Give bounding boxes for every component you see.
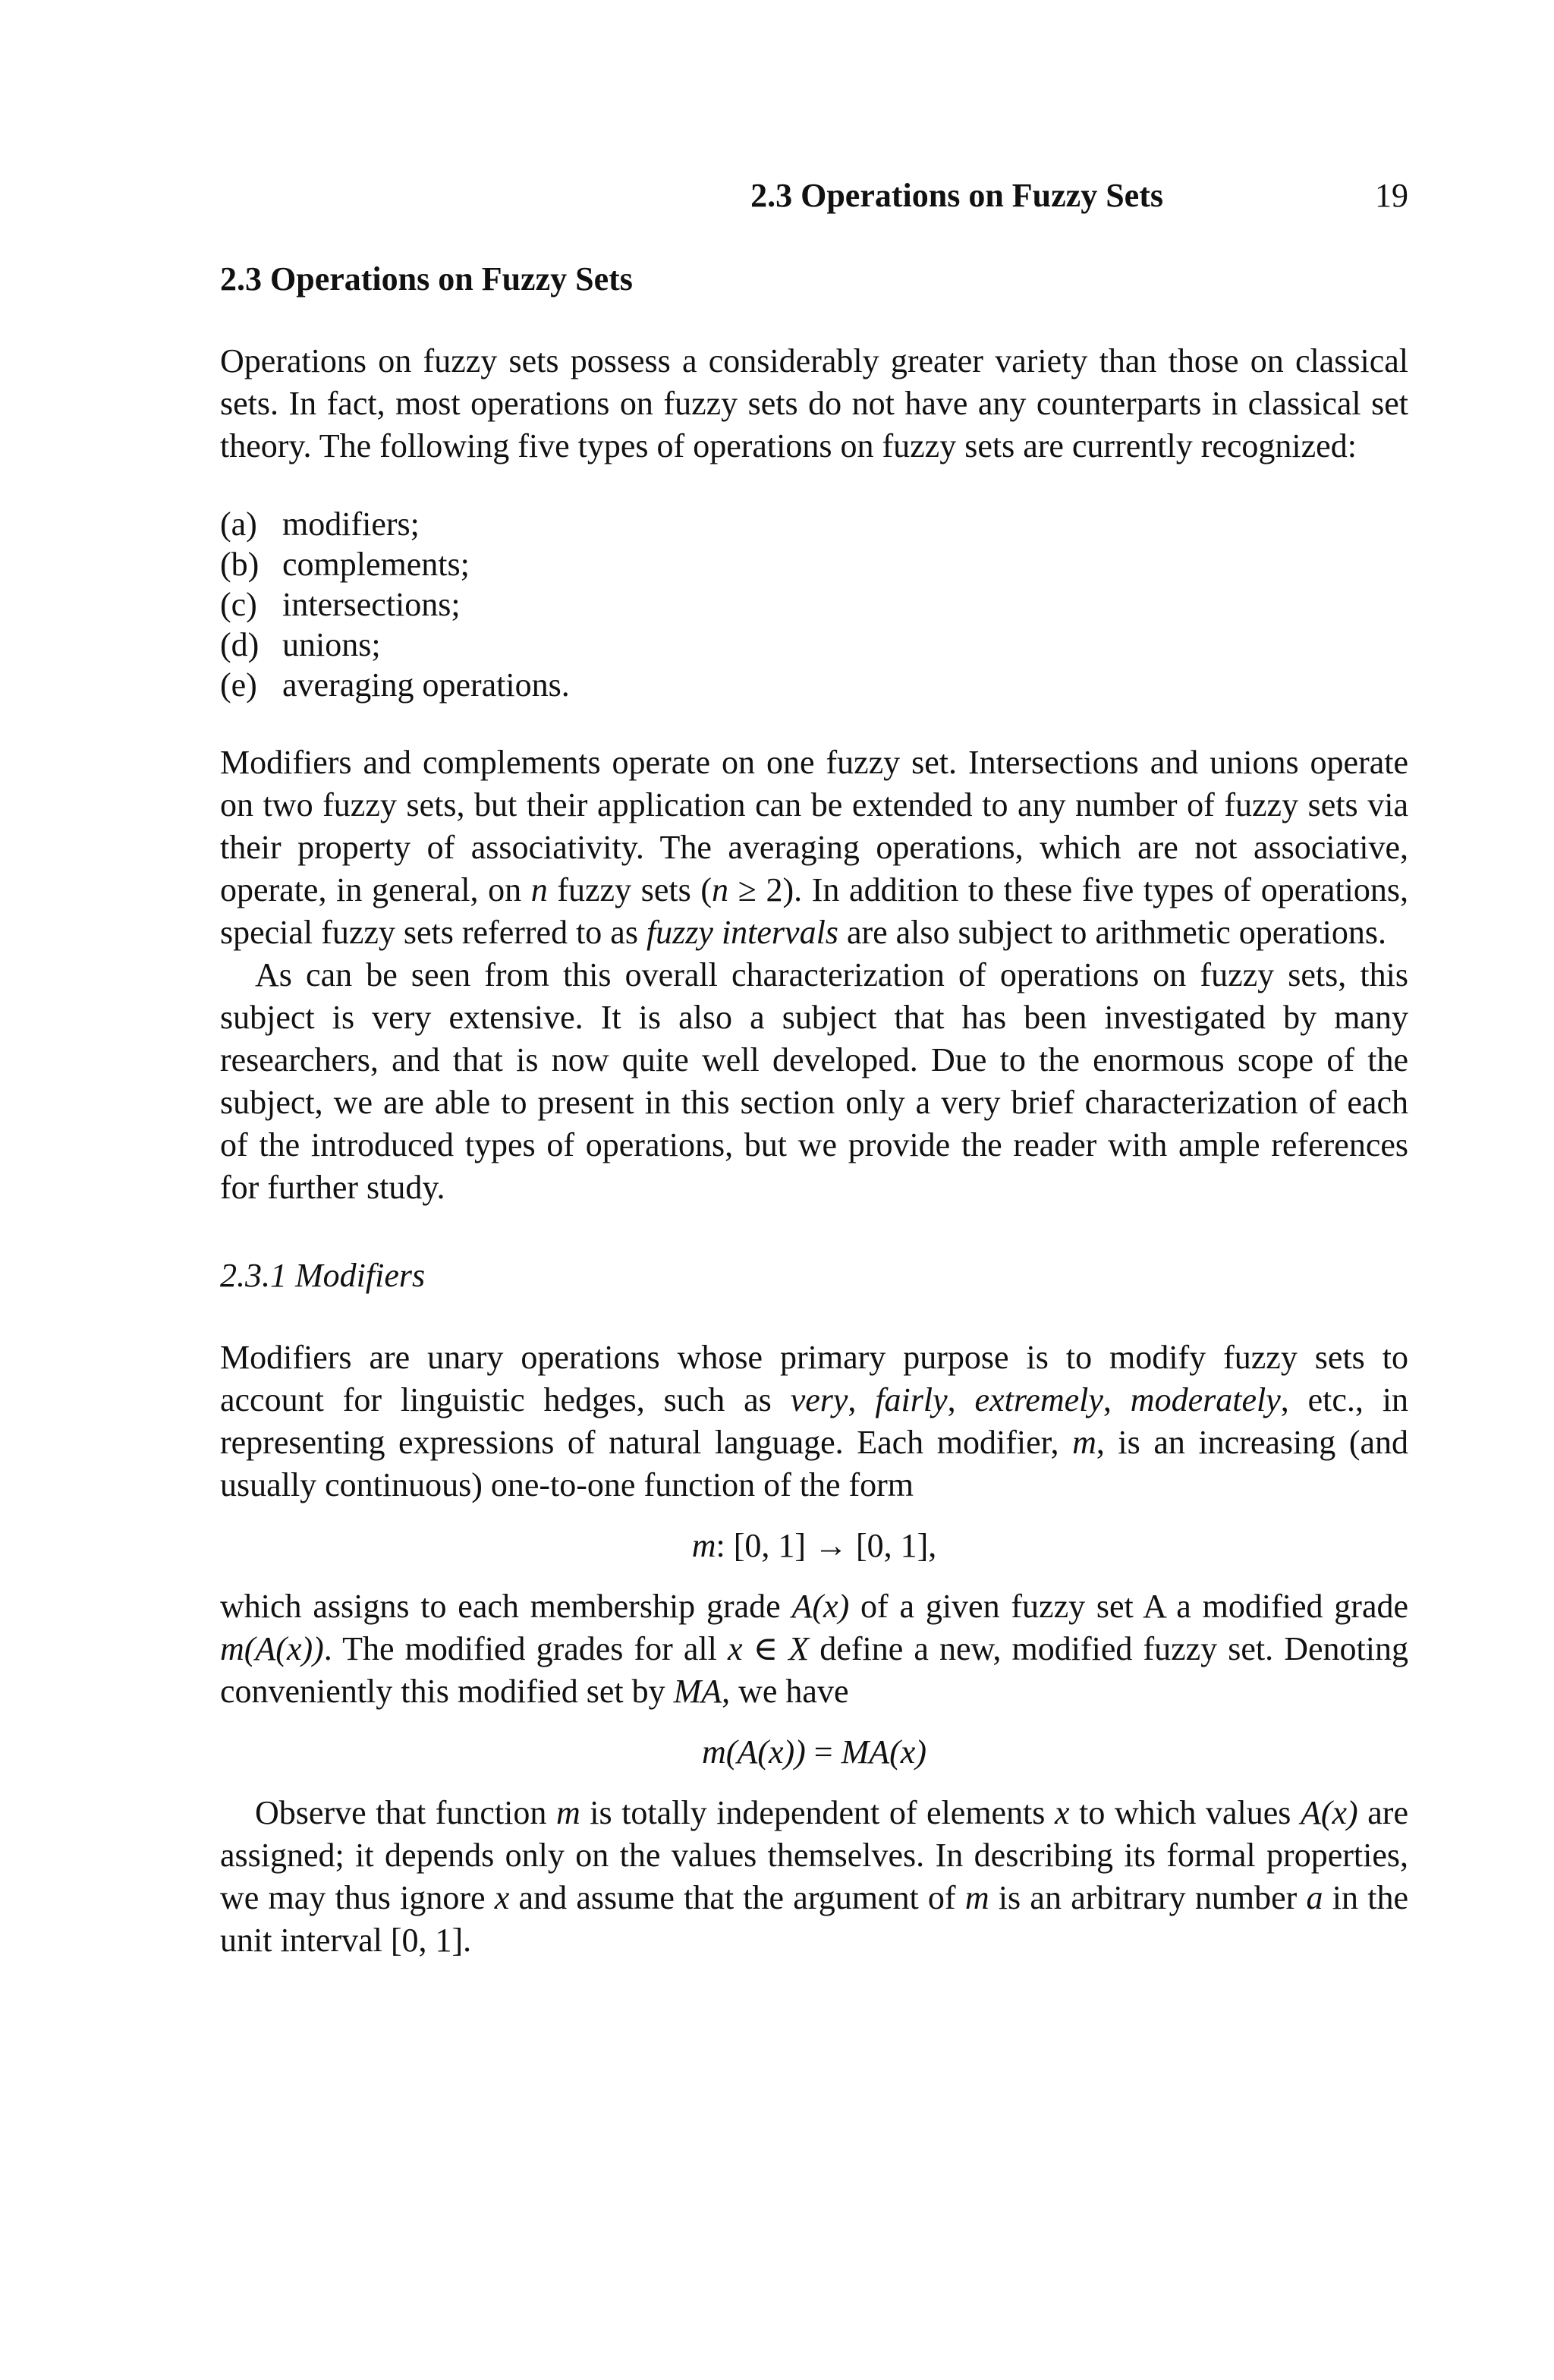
section-intro-paragraph: Operations on fuzzy sets possess a considerably greater variety than those on classical sets. In fact, most operations on fuzzy sets do not have any counterparts in classical set theory. The following five types of operations on fuzzy sets are currently recognized: <box>220 342 1408 464</box>
list-item-text: unions; <box>282 626 381 663</box>
running-title: 2.3 Operations on Fuzzy Sets <box>750 177 1163 214</box>
subsection-heading: 2.3.1 Modifiers <box>220 1257 426 1294</box>
page-number: 19 <box>1375 177 1408 214</box>
equation-modified-set: m(A(x)) = MA(x) <box>702 1733 926 1771</box>
list-marker: (b) <box>220 546 260 583</box>
independence-paragraph: Observe that function m is totally independent of elements x to which values A(x) are assigned; it depends only on the values themselves. In describing its formal properties, we may thus ignore x and assume that the argument of m is an arbitrary number a in the unit interval [0, 1]. <box>220 1794 1409 1959</box>
list-marker: (c) <box>220 586 257 623</box>
list-marker: (d) <box>220 626 260 663</box>
operation-types-list <box>220 504 1408 705</box>
list-item <box>220 544 1408 584</box>
operations-overview-paragraph: Modifiers and complements operate on one fuzzy set. Intersections and unions operate on two fuzzy sets, but their application can be extended to any number of fuzzy sets via their property of associativity. The averaging operations, which are not associative, operate, in general, on n fuzzy sets (n ≥ 2). In addition to these five types of operations, special fuzzy sets referred to as fuzzy intervals are also subject to arithmetic operations. <box>220 744 1408 951</box>
list-item-text: modifiers; <box>282 505 420 543</box>
list-marker: (a) <box>220 505 257 543</box>
running-head <box>220 176 1408 219</box>
list-item <box>220 504 1408 544</box>
list-item <box>220 665 1408 705</box>
list-item-text: averaging operations. <box>282 666 570 704</box>
emphasis-fuzzy-intervals: fuzzy intervals <box>646 914 838 951</box>
list-marker: (e) <box>220 666 257 704</box>
page-content <box>220 258 1408 1962</box>
modifiers-definition-paragraph: Modifiers are unary operations whose primary purpose is to modify fuzzy sets to account for linguistic hedges, such as very, fairly, extremely, moderately, etc., in representing expressions of natural language. Each modifier, m, is an increasing (and usually continuous) one-to-one function of the form <box>220 1339 1409 1503</box>
scope-paragraph: As can be seen from this overall characterization of operations on fuzzy sets, this subject is very extensive. It is also a subject that has been investigated by many researchers, and that is now quite well developed. Due to the enormous scope of the subject, we are able to present in this section only a very brief characterization of each of the introduced types of operations, but we provide the reader with ample references for further study. <box>220 956 1408 1206</box>
list-item <box>220 584 1408 625</box>
list-item-text: complements; <box>282 546 470 583</box>
list-item <box>220 625 1408 665</box>
modified-grade-paragraph: which assigns to each membership grade A(x) of a given fuzzy set A a modified grade m(A(x)). The modified grades for all x ∈ X define a new, modified fuzzy set. Denoting conveniently this modified set by MA, we have <box>220 1588 1409 1710</box>
list-item-text: intersections; <box>282 586 461 623</box>
section-heading: 2.3 Operations on Fuzzy Sets <box>220 260 633 298</box>
equation-modifier-mapping: m: [0, 1] → [0, 1], <box>691 1527 937 1564</box>
